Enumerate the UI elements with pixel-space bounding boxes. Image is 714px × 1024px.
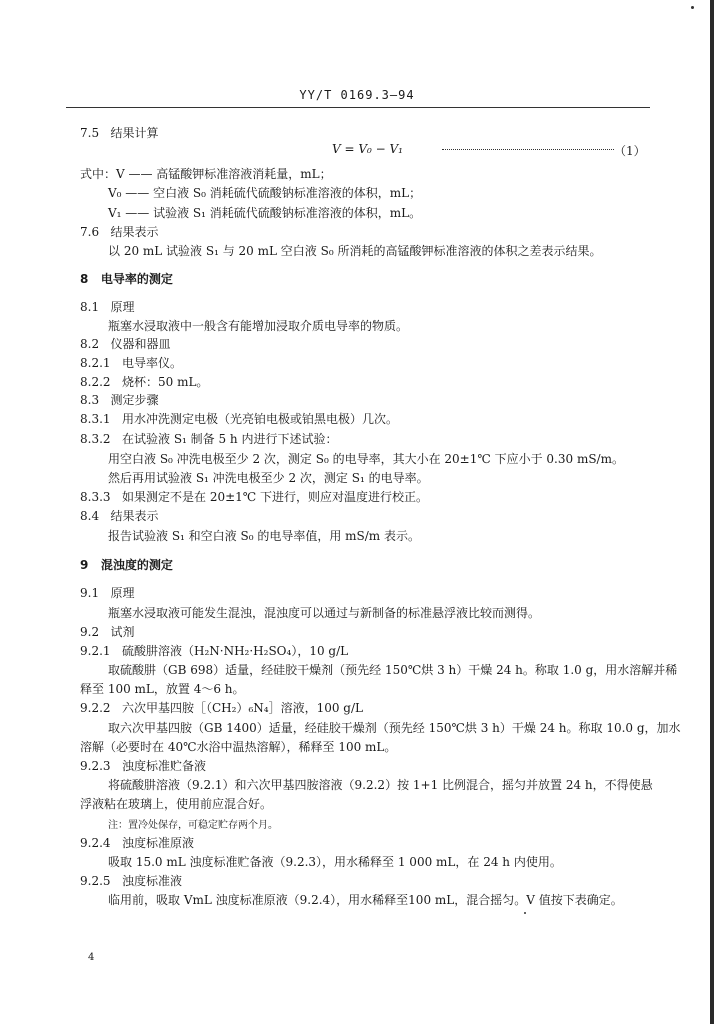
section-number: 8.3.2 xyxy=(80,432,111,446)
chapter-9 xyxy=(80,556,173,573)
section-number: 8.4 xyxy=(80,509,100,523)
scan-speck xyxy=(691,6,694,9)
section-number: 9.2.2 xyxy=(80,701,111,715)
section-title: 六次甲基四胺［（CH₂）₆N₄］溶液，100 g/L xyxy=(122,701,363,715)
section-number: 9.2.3 xyxy=(80,759,111,773)
scan-edge xyxy=(710,0,714,1024)
section-7-5 xyxy=(80,124,159,141)
section-8-2 xyxy=(80,335,171,352)
section-title: 原理 xyxy=(110,586,135,600)
section-number: 8.2.1 xyxy=(80,356,111,370)
section-8-3-3 xyxy=(80,488,428,505)
paragraph: 报告试验液 S₁ 和空白液 S₀ 的电导率值，用 mS/m 表示。 xyxy=(108,529,420,543)
section-9-2-5 xyxy=(80,872,182,889)
header-rule xyxy=(66,107,650,108)
section-title: 仪器和器皿 xyxy=(110,337,171,351)
document-header: YY/T 0169.3—94 xyxy=(299,88,415,102)
section-title: 原理 xyxy=(110,300,135,314)
paragraph: 瓶塞水浸取液中一般含有能增加浸取介质电导率的物质。 xyxy=(108,319,409,333)
section-9-2-4 xyxy=(80,834,194,851)
section-title: 试剂 xyxy=(110,625,135,639)
paragraph: 取硫酸肼（GB 698）适量，经硅胶干燥剂（预先经 150℃烘 3 h）干燥 24 h。称取 1.0 g，用水溶解并稀 xyxy=(108,663,678,677)
chapter-8 xyxy=(80,270,173,287)
paragraph: 释至 100 mL，放置 4～6 h。 xyxy=(80,682,245,696)
paragraph: 溶解（必要时在 40℃水浴中温热溶解），稀释至 100 mL。 xyxy=(80,740,397,754)
section-title: 结果表示 xyxy=(110,509,159,523)
section-number: 9.2.5 xyxy=(80,874,111,888)
paragraph: 浮液粘在玻璃上，使用前应混合好。 xyxy=(80,797,273,811)
chapter-title: 混浊度的测定 xyxy=(100,558,173,572)
section-title: 如果测定不是在 20±1℃ 下进行，则应对温度进行校正。 xyxy=(122,490,429,504)
section-9-1 xyxy=(80,584,135,601)
section-title: 浊度标准原液 xyxy=(122,836,195,850)
section-title: 烧杯：50 mL。 xyxy=(122,375,209,389)
formula: V = V₀ − V₁ xyxy=(332,142,403,156)
where-line: 式中：V —— 高锰酸钾标准溶液消耗量，mL； xyxy=(80,167,332,181)
section-number: 8.2 xyxy=(80,337,100,351)
section-9-2-3 xyxy=(80,757,206,774)
section-title: 测定步骤 xyxy=(110,393,159,407)
formula-leader xyxy=(442,149,614,150)
section-number: 9.1 xyxy=(80,586,100,600)
section-number: 9.2.4 xyxy=(80,836,111,850)
section-9-2-2 xyxy=(80,699,363,716)
section-title: 浊度标准贮备液 xyxy=(122,759,207,773)
section-number: 9.2.1 xyxy=(80,644,111,658)
where-line: V₁ —— 试验液 S₁ 消耗硫代硫酸钠标准溶液的体积，mL。 xyxy=(108,206,422,220)
section-9-2-1 xyxy=(80,642,348,659)
section-8-3-2 xyxy=(80,430,337,447)
page-number: 4 xyxy=(88,952,95,963)
paragraph: 瓶塞水浸取液可能发生混浊，混浊度可以通过与新制备的标准悬浮液比较而测得。 xyxy=(108,606,541,620)
section-number: 8.1 xyxy=(80,300,100,314)
paragraph: 用空白液 S₀ 冲洗电极至少 2 次，测定 S₀ 的电导率，其大小在 20±1℃ 下应小于 0.30 mS/m。 xyxy=(108,452,624,466)
chapter-number: 9 xyxy=(80,558,89,572)
chapter-number: 8 xyxy=(80,272,89,286)
section-8-2-2 xyxy=(80,373,208,390)
section-9-2 xyxy=(80,623,135,640)
section-title: 用水冲洗测定电极（光亮铂电极或铂黑电极）几次。 xyxy=(122,412,399,426)
section-8-2-1 xyxy=(80,354,182,371)
paragraph: 取六次甲基四胺（GB 1400）适量，经硅胶干燥剂（预先经 150℃烘 3 h）干燥 24 h。称取 10.0 g，加水 xyxy=(108,721,681,735)
paragraph: 临用前，吸取 VmL 浊度标准原液（9.2.4），用水稀释至100 mL，混合摇匀。V 值按下表确定。 xyxy=(108,893,623,907)
section-number: 8.2.2 xyxy=(80,375,111,389)
section-8-4 xyxy=(80,507,159,524)
section-8-1 xyxy=(80,298,135,315)
section-title: 硫酸肼溶液（H₂N·NH₂·H₂SO₄），10 g/L xyxy=(122,644,349,658)
section-title: 电导率仪。 xyxy=(122,356,183,370)
section-8-3 xyxy=(80,391,159,408)
section-number: 8.3.3 xyxy=(80,490,111,504)
paragraph: 将硫酸肼溶液（9.2.1）和六次甲基四胺溶液（9.2.2）按 1+1 比例混合，摇匀并放置 24 h，不得使悬 xyxy=(108,778,653,792)
section-number: 8.3 xyxy=(80,393,100,407)
section-number: 8.3.1 xyxy=(80,412,111,426)
section-8-3-1 xyxy=(80,410,398,427)
section-7-6 xyxy=(80,223,159,240)
scan-speck xyxy=(524,912,526,914)
paragraph: 吸取 15.0 mL 浊度标准贮备液（9.2.3），用水稀释至 1 000 mL，在 24 h 内使用。 xyxy=(108,855,562,869)
section-number: 7.5 xyxy=(80,126,100,140)
where-line: V₀ —— 空白液 S₀ 消耗硫代硫酸钠标准溶液的体积，mL； xyxy=(108,186,422,200)
section-number: 7.6 xyxy=(80,225,100,239)
chapter-title: 电导率的测定 xyxy=(100,272,173,286)
section-title: 结果表示 xyxy=(110,225,159,239)
equation-number: （1） xyxy=(614,144,646,158)
section-title: 浊度标准液 xyxy=(122,874,183,888)
section-number: 9.2 xyxy=(80,625,100,639)
paragraph: 然后再用试验液 S₁ 冲洗电极至少 2 次，测定 S₁ 的电导率。 xyxy=(108,471,429,485)
section-title: 结果计算 xyxy=(110,126,159,140)
section-title: 在试验液 S₁ 制备 5 h 内进行下述试验： xyxy=(122,432,338,446)
paragraph: 以 20 mL 试验液 S₁ 与 20 mL 空白液 S₀ 所消耗的高锰酸钾标准溶液的体积之差表示结果。 xyxy=(108,244,602,258)
note: 注：置冷处保存，可稳定贮存两个月。 xyxy=(108,820,278,831)
